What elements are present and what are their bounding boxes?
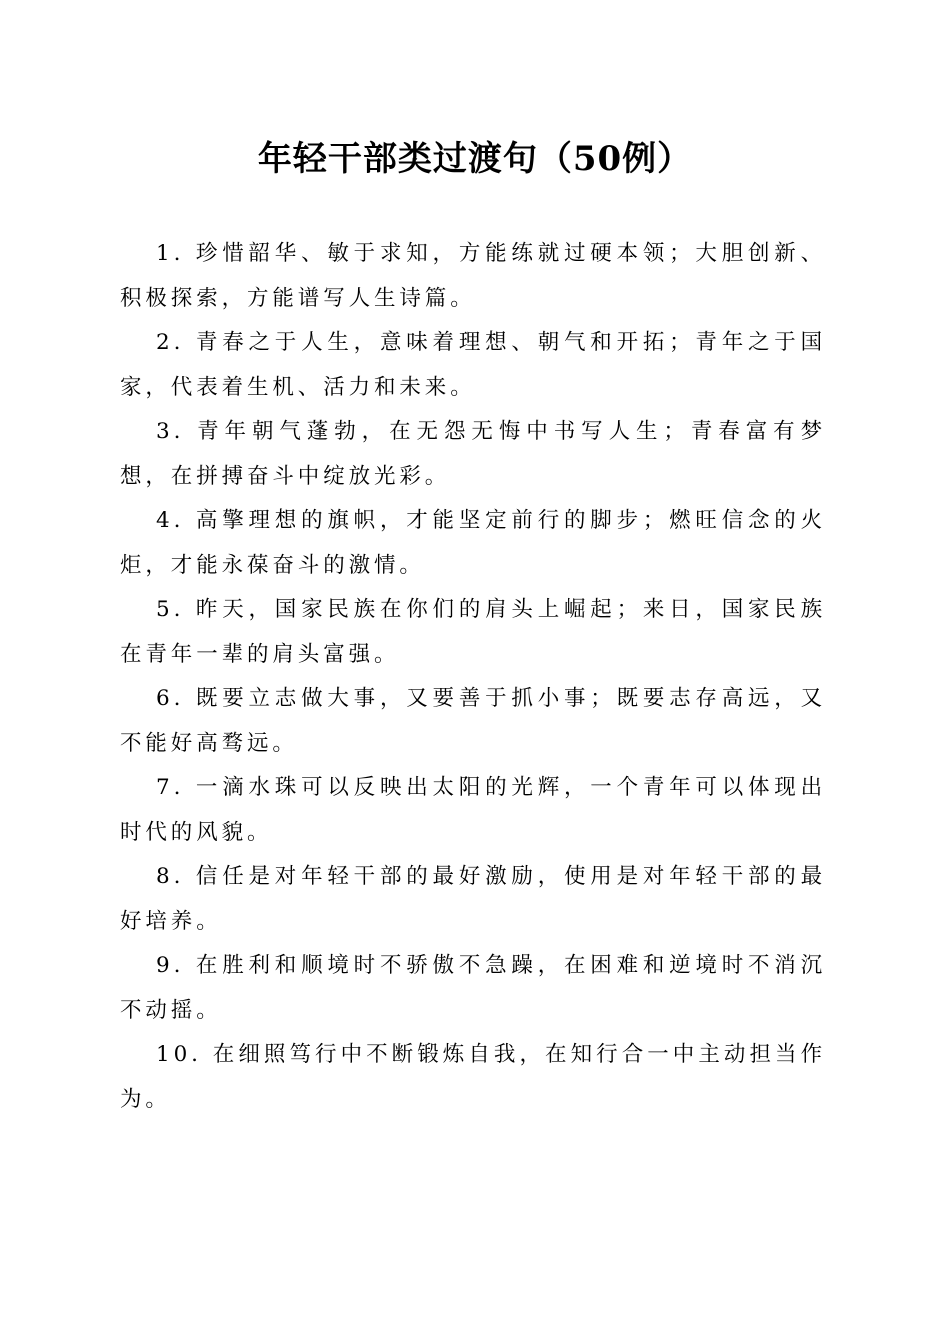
list-item: 2. 青春之于人生，意味着理想、朝气和开拓；青年之于国家，代表着生机、活力和未来。 xyxy=(120,330,826,400)
list-item: 4. 高擎理想的旗帜，才能坚定前行的脚步；燃旺信念的火炬，才能永葆奋斗的激情。 xyxy=(120,508,826,578)
document-title: 年轻干部类过渡句（50例） xyxy=(257,139,693,179)
list-item: 8. 信任是对年轻干部的最好激励，使用是对年轻干部的最好培养。 xyxy=(120,864,826,934)
list-item: 7. 一滴水珠可以反映出太阳的光辉，一个青年可以体现出时代的风貌。 xyxy=(120,775,826,845)
list-item: 3. 青年朝气蓬勃，在无怨无悔中书写人生；青春富有梦想，在拼搏奋斗中绽放光彩。 xyxy=(120,419,826,489)
list-item: 6. 既要立志做大事，又要善于抓小事；既要志存高远，又不能好高骛远。 xyxy=(120,686,826,756)
list-item: 5. 昨天，国家民族在你们的肩头上崛起；来日，国家民族在青年一辈的肩头富强。 xyxy=(120,597,826,667)
list-item: 9. 在胜利和顺境时不骄傲不急躁，在困难和逆境时不消沉不动摇。 xyxy=(120,953,826,1023)
list-item: 10. 在细照笃行中不断锻炼自我，在知行合一中主动担当作为。 xyxy=(120,1042,826,1112)
sentence-list xyxy=(120,232,826,1122)
list-item: 1. 珍惜韶华、敏于求知，方能练就过硬本领；大胆创新、积极探索，方能谱写人生诗篇。 xyxy=(120,241,826,311)
